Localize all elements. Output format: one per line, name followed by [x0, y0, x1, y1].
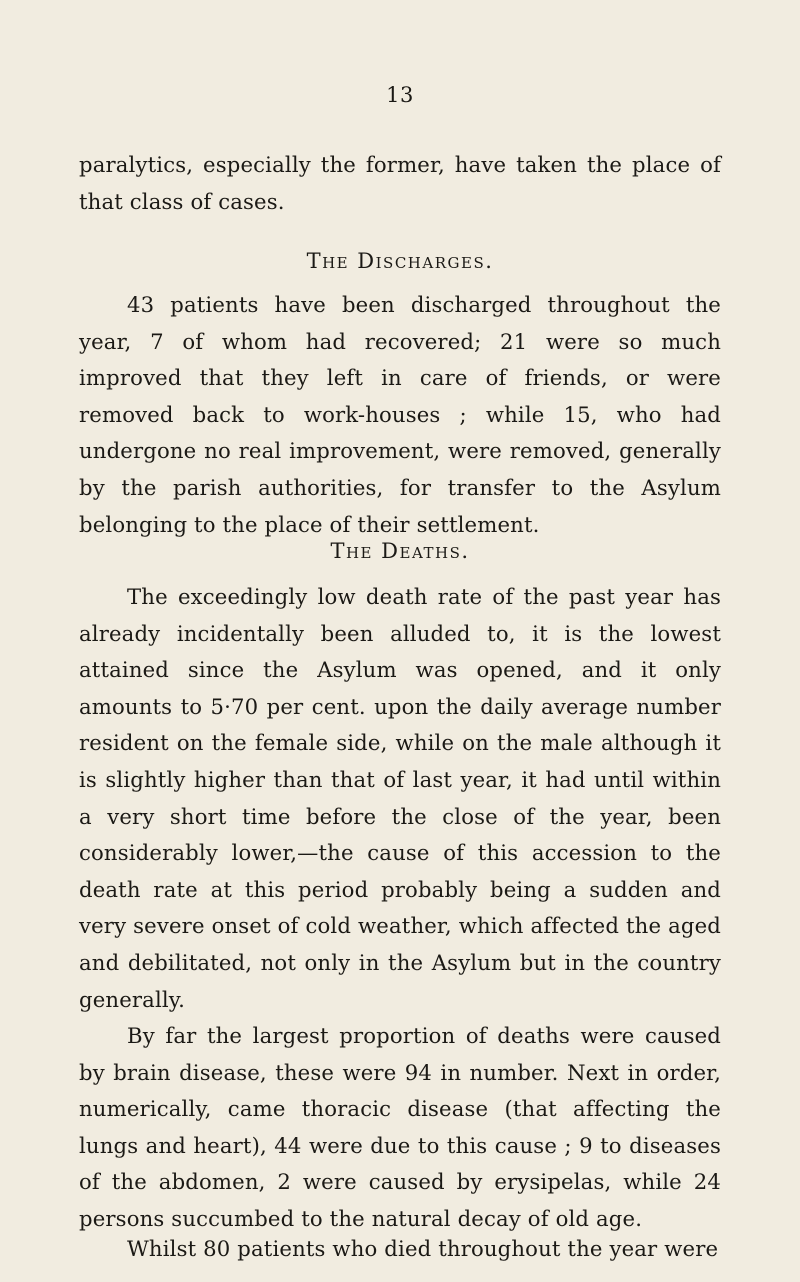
paragraph-paralytics: paralytics, especially the former, have taken the place of that class of cases. [79, 152, 721, 214]
heading-discharges: The Discharges. [306, 249, 494, 273]
page-number: 13 [386, 83, 414, 107]
paragraph-whilst: Whilst 80 patients who died throughout the year were [127, 1236, 719, 1261]
paragraph-discharges: 43 patients have been discharged throughout the year, 7 of whom had recovered; 21 were so much improved that they left in care of friends, or were removed back to work-houses ; while 15, who had undergone no real improvement, were removed, generally by the parish authorities, for transfer to the Asylum belonging to the place of their settlement. [79, 292, 721, 537]
heading-deaths: The Deaths. [330, 539, 470, 563]
paragraph-death-rate: The exceedingly low death rate of the past year has already incidentally been alluded to, it is the lowest attained since the Asylum was opened, and it only amounts to 5·70 per cent. upon the daily average number resident on the female side, while on the male although it is slightly higher than that of last year, it had until within a very short time before the close of the year, been considerably lower,—the cause of this accession to the death rate at this period probably being a sudden and very severe onset of cold weather, which affected the aged and debilitated, not only in the Asylum but in the country generally. [79, 584, 721, 1012]
paragraph-causes-of-death: By far the largest proportion of deaths were caused by brain disease, these were 94 in number. Next in order, numerically, came thoracic disease (that affecting the lungs and heart), 44 were due to this cause ; 9 to diseases of the abdomen, 2 were caused by erysipelas, while 24 persons succumbed to the natural decay of old age. [79, 1023, 721, 1231]
